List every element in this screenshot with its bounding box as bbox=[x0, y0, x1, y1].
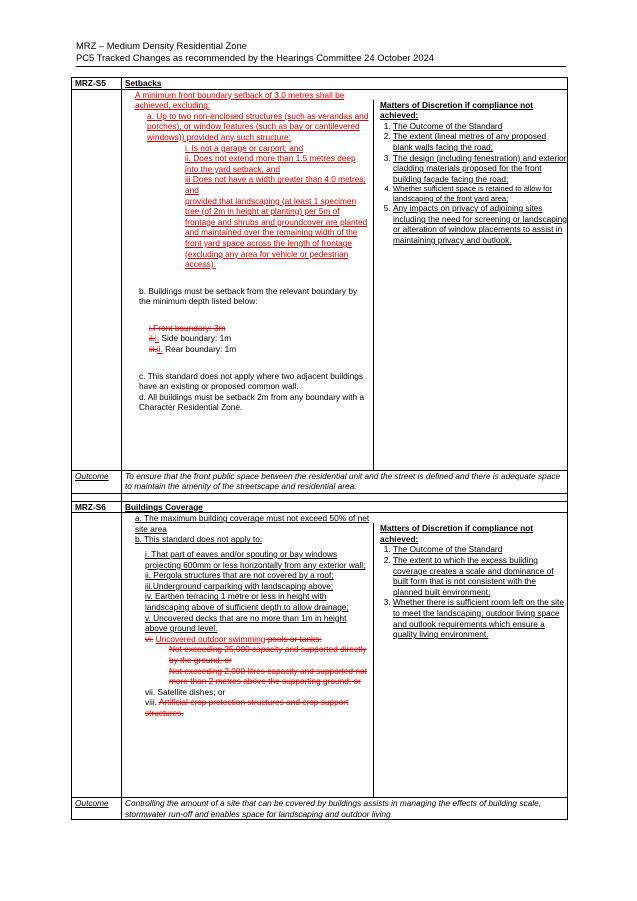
s6-clause-a: a. The maximum building coverage must not exceed 50% of net site area bbox=[135, 513, 370, 534]
s6-item-viii bbox=[145, 697, 370, 718]
header-zone-title: MRZ – Medium Density Residential Zone bbox=[76, 40, 247, 51]
s6-vi-ins: Uncovered outdoor swimming bbox=[155, 633, 266, 644]
s6-body bbox=[122, 513, 568, 798]
spacer-row bbox=[72, 493, 568, 501]
s5-code: MRZ-S5 bbox=[72, 78, 122, 90]
s6-outcome-row bbox=[72, 798, 568, 820]
s6-matters-of-discretion bbox=[373, 523, 567, 797]
s6-viii-del: Artificial crop protection structures and crop support structures. bbox=[145, 697, 349, 718]
s6-title-row bbox=[72, 501, 568, 513]
s5-clause-b: b. Buildings must be setback from the relevant boundary by the minimum depth listed below: bbox=[139, 285, 358, 307]
s5-mod-title: Matters of Discretion if compliance not achieved: bbox=[380, 99, 534, 121]
s6-mod-item: 2. The extent to which the excess building coverage creates a scale and dominance of built form that is not consistent with the planned built environment; bbox=[393, 555, 567, 597]
s5-side-del: ii. bbox=[149, 333, 155, 344]
s6-outcome-text: Controlling the amount of a site that can be covered by buildings assists in managing the effects of building scale, stormwater run-off and enables space for landscaping and outdoor living bbox=[122, 798, 568, 820]
s5-body bbox=[122, 89, 568, 470]
s5-mod-item: 4. Whether sufficient space is retained to allow for landscaping of the front yard area; bbox=[393, 184, 567, 203]
s5-mod-item: 1. The Outcome of the Standard bbox=[393, 121, 567, 132]
s5-red-a: a. Up to two non-enclosed structures (such as verandas and porches), or window features (such as bay or cantilevered windows)) provided any such structure: bbox=[147, 110, 369, 142]
s5-mod-item: 5. Any impacts on privacy of adjoining sites including the need for screening or landscaping or alteration of window placements to assist in maintaining privacy and outlook. bbox=[393, 203, 567, 245]
s6-item-vii: vii. Satellite dishes; or bbox=[145, 686, 226, 697]
s5-red-iii: iii Does not have a width greater than 4.0 metres; and bbox=[185, 174, 366, 195]
s6-mod-item: 1. The Outcome of the Standard bbox=[393, 544, 567, 555]
s6-vi-del: pools or tanks: bbox=[265, 633, 322, 644]
s6-body-row bbox=[72, 513, 568, 798]
s5-side-boundary bbox=[149, 333, 370, 344]
s6-mod-item: 3. Whether there is sufficient room left on the site to meet the landscaping, outdoor living space and outlook requirements which ensure a quality living environment. bbox=[393, 597, 567, 639]
s6-clause-b: b. This standard does not apply to: bbox=[135, 534, 263, 545]
s5-title-row bbox=[72, 78, 568, 90]
s6-viii-num: viii. bbox=[145, 697, 157, 708]
s6-item-i: i. That part of eaves and/or spouting or bay windows projecting 600mm or less horizontally from any exterior wall; bbox=[145, 548, 366, 570]
s6-code-spacer bbox=[72, 513, 122, 798]
s6-code: MRZ-S6 bbox=[72, 501, 122, 513]
s5-mod-item: 3. The design (including fenestration) and exterior cladding materials proposed for the front building façade facing the road; bbox=[393, 153, 567, 185]
s6-title: Buildings Coverage bbox=[122, 501, 568, 513]
header-subtitle: PC5 Tracked Changes as recommended by the Hearings Committee 24 October 2024 bbox=[76, 52, 434, 63]
s6-mod-title: Matters of Discretion if compliance not achieved: bbox=[380, 523, 534, 544]
s5-mod-item: 2. The extent (lineal metres of any proposed blank walls facing the road; bbox=[393, 131, 567, 152]
s5-rear-boundary bbox=[149, 344, 370, 355]
s5-title: Setbacks bbox=[122, 78, 568, 90]
s5-red-i: i. Is not a garage or carport; and bbox=[185, 142, 304, 153]
s5-red-intro: A minimum front boundary setback of 3.0 metres shall be achieved, excluding: bbox=[135, 89, 345, 111]
s5-deleted-front: i.Front boundary: 3m bbox=[149, 322, 226, 333]
s6-item-iii: iii.Underground carparking with landscaping above; bbox=[145, 580, 334, 591]
s5-body-row bbox=[72, 89, 568, 470]
s5-red-ii: ii. Does not extend more than 1.5 metres deep into the yard setback, and bbox=[185, 153, 356, 174]
s5-rear-del: iii. bbox=[149, 344, 157, 355]
standards-table bbox=[71, 77, 568, 820]
s6-vi-deleted-2: Not exceeding 2,000 litres capacity and supported not more than 2 metres above the supporting ground; or bbox=[169, 665, 367, 687]
s5-matters-of-discretion bbox=[373, 100, 567, 470]
s6-item-v: v. Uncovered decks that are no more than 1m in height above ground level. bbox=[145, 612, 347, 634]
s5-clause-d: d. All buildings must be setback 2m from any boundary with a Character Residential Zone. bbox=[139, 391, 365, 413]
s6-outcome-label: Outcome bbox=[72, 798, 122, 820]
s5-code-spacer bbox=[72, 89, 122, 470]
s5-clause-c: c. This standard does not apply where two adjacent buildings have an existing or proposed common wall. bbox=[139, 370, 363, 392]
s5-side-ins: i. bbox=[155, 333, 160, 344]
document-header bbox=[76, 40, 434, 64]
s6-item-vi bbox=[145, 634, 370, 645]
s5-side-text: Side boundary: 1m bbox=[159, 333, 232, 344]
s5-outcome-label: Outcome bbox=[72, 470, 122, 493]
s5-red-proviso: provided that landscaping (at least 1 specimen tree (of 2m in height at planting) per 5m of frontage and shrubs and groundcover are planted and maintained over the remaining width of the front yard space across the length of frontage (excluding any area for vehicle or pedestrian access). bbox=[185, 195, 368, 270]
s6-item-iv: iv. Earthen terracing 1 metre or less in height with landscaping above of sufficient depth to allow drainage; bbox=[145, 591, 349, 612]
s6-vi-deleted-1: Not exceeding 25,000 capacity and supported directly by the ground, or bbox=[169, 644, 367, 665]
s5-outcome-row bbox=[72, 470, 568, 493]
s6-item-ii: ii. Pergola structures that are not covered by a roof; bbox=[145, 570, 334, 581]
s5-outcome-text: To ensure that the front public space between the residential unit and the street is defined and there is adequate space to maintain the amenity of the streetscape and residential area. bbox=[122, 470, 568, 493]
header-divider bbox=[76, 66, 566, 67]
s6-vi-num: vi. bbox=[145, 633, 154, 644]
s5-rear-text: Rear boundary: 1m bbox=[162, 344, 237, 355]
s5-rear-ins: ii. bbox=[156, 344, 163, 355]
